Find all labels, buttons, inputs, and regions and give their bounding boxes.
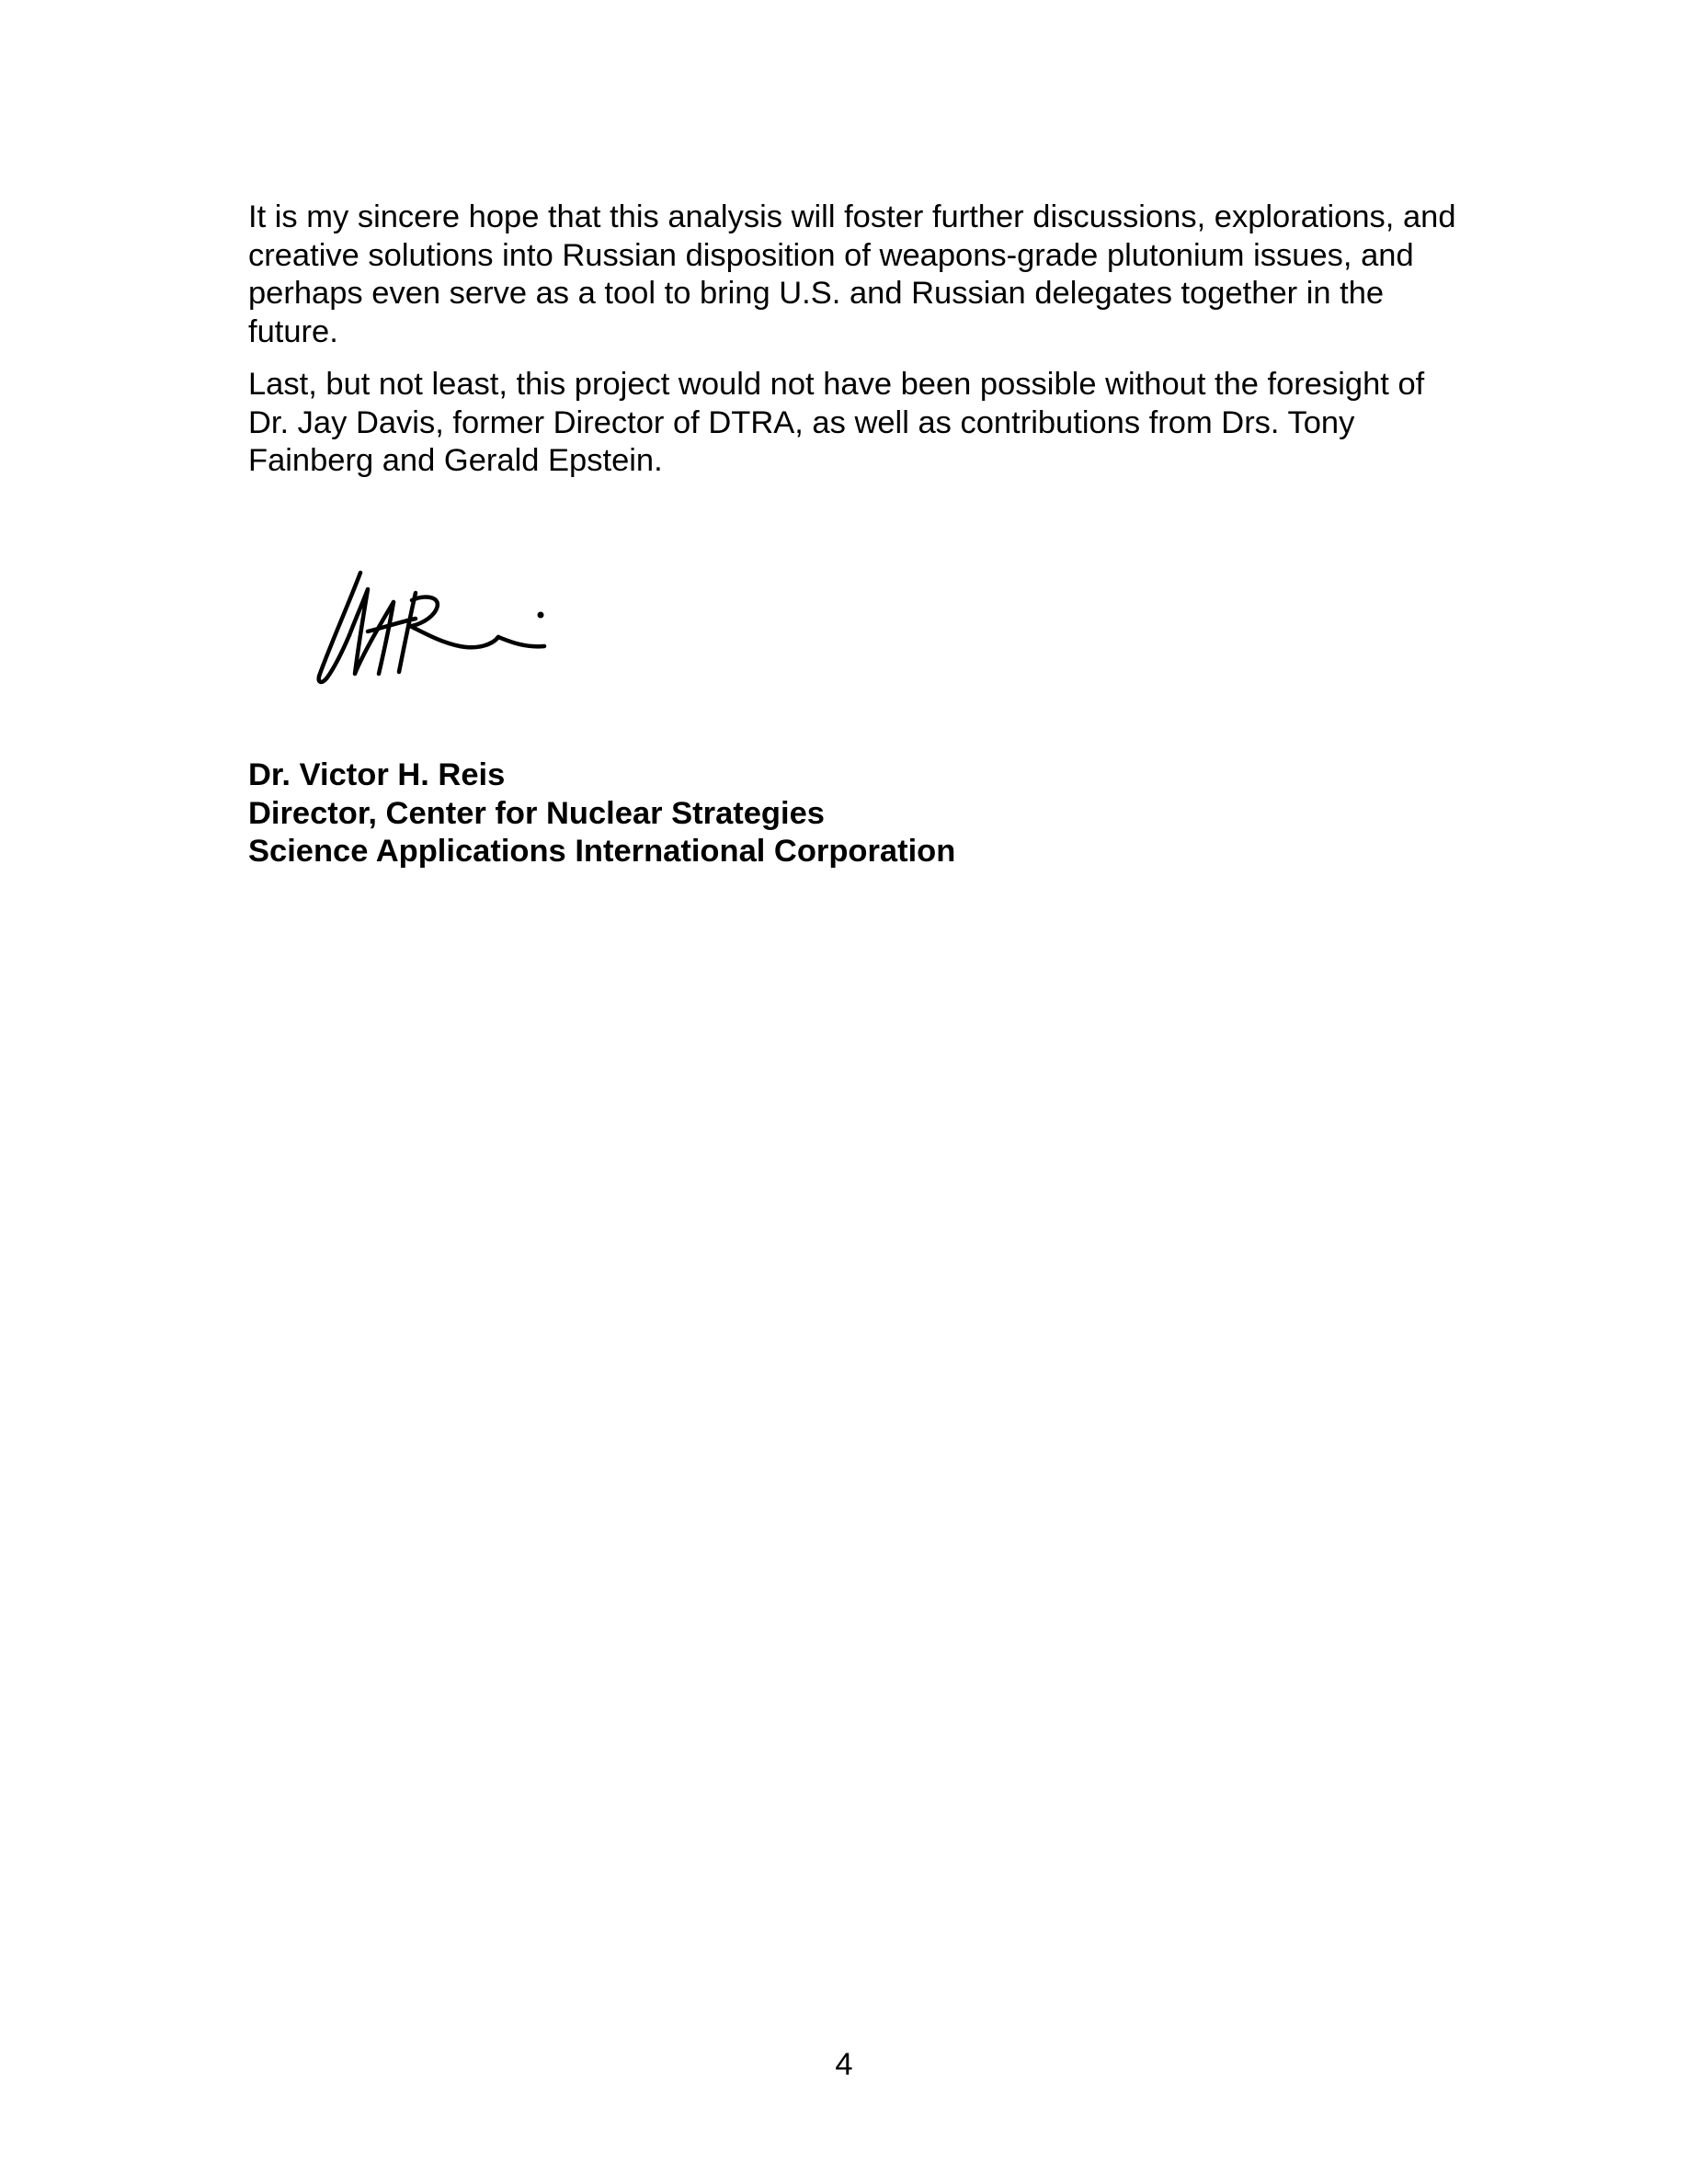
signatory-title: Director, Center for Nuclear Strategies bbox=[248, 795, 825, 831]
signatory-organization: Science Applications International Corporation bbox=[248, 834, 956, 869]
signatory-name: Dr. Victor H. Reis bbox=[248, 757, 506, 792]
page-number: 4 bbox=[835, 2047, 853, 2082]
handwritten-signature-icon bbox=[303, 556, 607, 694]
closing-paragraph-hope: It is my sincere hope that this analysis will foster further discussions, explorations, and creative solutions into Russian disposition of weapons-grade plutonium issues, and perhaps even serve as a tool to bring U.S. and Russian delegates together in the future. bbox=[248, 199, 1456, 349]
signature-block bbox=[248, 756, 955, 871]
acknowledgements-paragraph: Last, but not least, this project would not have been possible without the foresight of Dr. Jay Davis, former Director of DTRA, as well as contributions from Drs. Tony Fainberg and Gerald Epstein. bbox=[248, 367, 1425, 478]
